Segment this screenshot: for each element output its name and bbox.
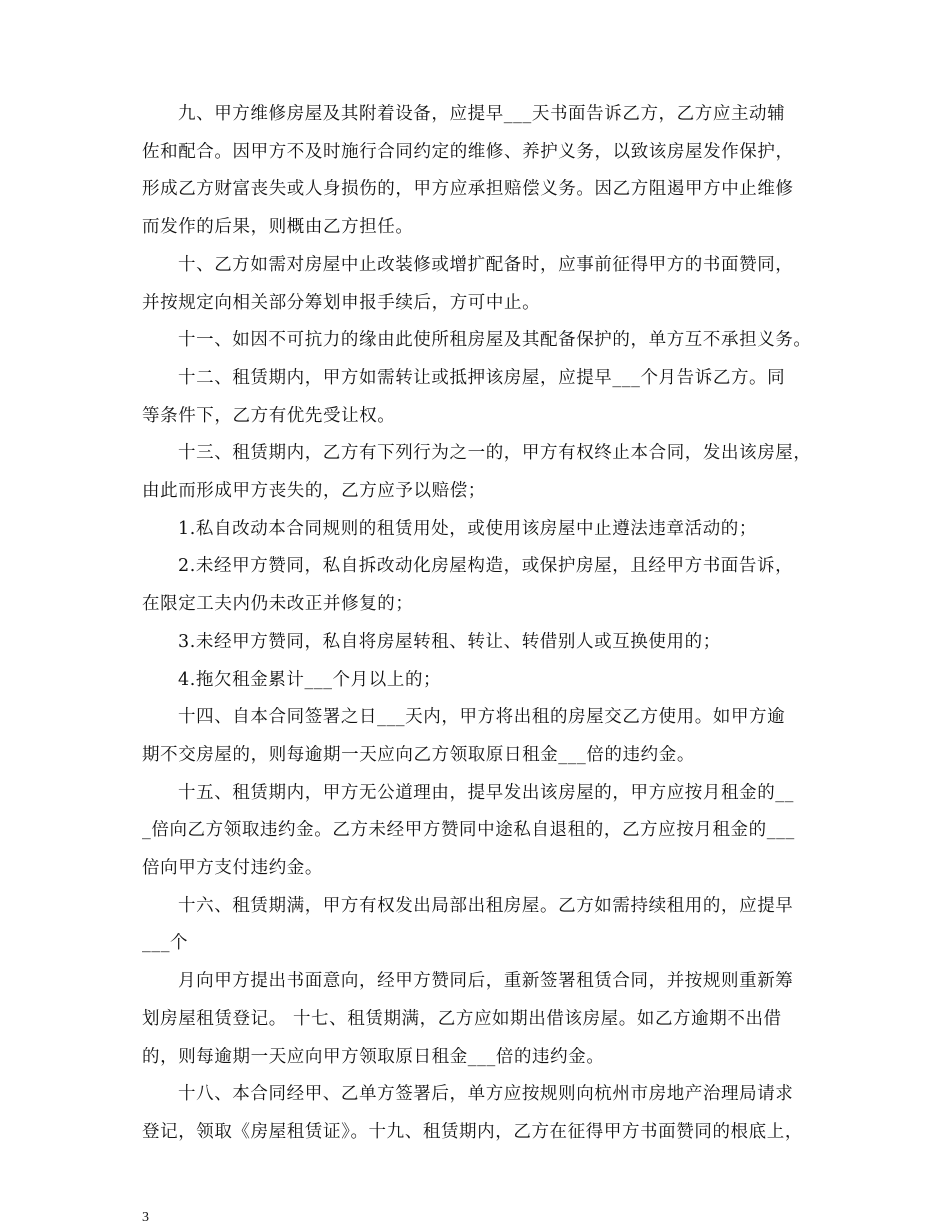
text-line: 而发作的后果，则概由乙方担任。 [142, 217, 414, 238]
text-line: _倍向乙方领取违约金。乙方未经甲方赞同中途私自退租的，乙方应按月租金的___ [142, 820, 795, 841]
text-line: 九、甲方维修房屋及其附着设备，应提早___天书面告诉乙方，乙方应主动辅 [178, 104, 786, 124]
text-line: 十二、租赁期内，甲方如需转让或抵押该房屋，应提早___个月告诉乙方。同 [178, 367, 786, 388]
text-line: 2.未经甲方赞同，私自拆改动化房屋构造，或保护房屋，且经甲方书面告诉， [178, 556, 794, 577]
text-line: 佐和配合。因甲方不及时施行合同约定的维修、养护义务，以致该房屋发作保护， [142, 141, 794, 162]
text-line: 十六、租赁期满，甲方有权发出局部出租房屋。乙方如需持续租用的，应提早 [178, 895, 794, 916]
text-line: 十一、如因不可抗力的缘由此使所租房屋及其配备保护的，单方互不承担义务。 [178, 330, 812, 351]
text-line: 4.拖欠租金累计___个月以上的； [178, 669, 442, 690]
text-line: ___个 [142, 933, 189, 954]
text-line: 十四、自本合同签署之日___天内，甲方将出租的房屋交乙方使用。如甲方逾 [178, 707, 786, 728]
text-line: 十、乙方如需对房屋中止改装修或增扩配备时，应事前征得甲方的书面赞同， [178, 254, 794, 275]
text-line: 的，则每逾期一天应向甲方领取原日租金___倍的违约金。 [142, 1046, 605, 1067]
text-line: 期不交房屋的，则每逾期一天应向乙方领取原日租金___倍的违约金。 [142, 744, 695, 765]
text-line: 十八、本合同经甲、乙单方签署后，单方应按规则向杭州市房地产治理局请求 [178, 1084, 794, 1105]
text-line: 月向甲方提出书面意向，经甲方赞同后，重新签署租赁合同，并按规则重新筹 [178, 971, 794, 992]
text-line: 并按规定向相关部分筹划申报手续后，方可中止。 [142, 292, 541, 313]
text-line: 3.未经甲方赞同，私自将房屋转租、转让、转借别人或互换使用的； [178, 631, 721, 652]
text-line: 形成乙方财富丧失或人身损伤的，甲方应承担赔偿义务。因乙方阻遏甲方中止维修 [142, 179, 794, 200]
text-line: 划房屋租赁登记。 十七、租赁期满，乙方应如期出借该房屋。如乙方逾期不出借 [142, 1008, 782, 1029]
text-line: 十五、租赁期内，甲方无公道理由，提早发出该房屋的，甲方应按月租金的__ [178, 782, 794, 803]
text-line: 等条件下，乙方有优先受让权。 [142, 405, 396, 426]
text-line: 登记，领取《房屋租赁证》。十九、租赁期内，乙方在征得甲方书面赞同的根底上， [142, 1121, 803, 1142]
text-line: 由此而形成甲方丧失的，乙方应予以赔偿； [142, 481, 486, 501]
text-line: 在限定工夫内仍未改正并修复的； [142, 594, 414, 615]
page-number: 3 [142, 1209, 149, 1225]
text-line: 1.私自改动本合同规则的租赁用处，或使用该房屋中止遵法违章活动的； [178, 518, 757, 539]
text-line: 倍向甲方支付违约金。 [142, 858, 323, 878]
text-line: 十三、租赁期内，乙方有下列行为之一的，甲方有权终止本合同，发出该房屋， [178, 443, 812, 464]
